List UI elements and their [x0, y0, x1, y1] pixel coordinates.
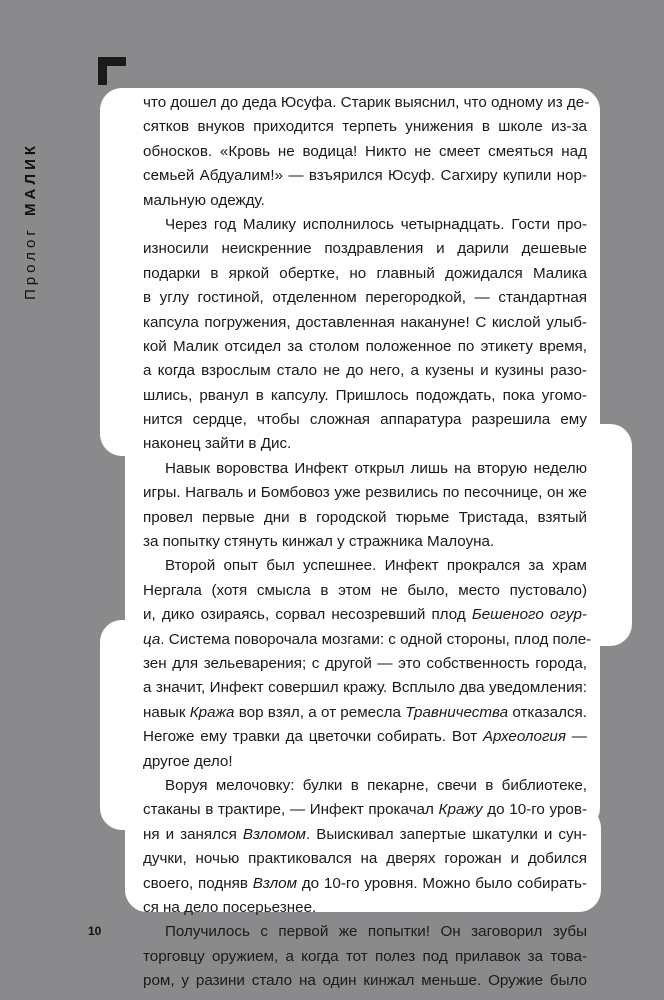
text-line: кой Малик отсидел за столом положенное по этикету время, — [143, 337, 587, 355]
text-line: Негоже ему травки да цветочки собирать. Вот Археология — — [143, 728, 587, 746]
text-line: наконец зайти в Дис. — [143, 435, 292, 453]
page-number: 10 — [88, 924, 102, 938]
text-line: ня и занялся Взломом. Выискивал запертые шкатулки и сун- — [143, 825, 587, 843]
text-line: обносков. «Кровь не водица! Никто не смеет смеяться над — [143, 142, 587, 160]
text-line: Нергала (хотя смысла в этом не было, место пустовало) — [143, 581, 587, 599]
running-header — [22, 141, 42, 300]
text-line: другое дело! — [143, 752, 233, 770]
text-line: зен для зельеварения; с другой — это собственность города, — [143, 654, 587, 672]
character-label: МАЛИК — [22, 141, 39, 216]
text-line: дучки, ночью практиковался на дверях горожан и добился — [143, 850, 587, 868]
text-line: стаканы в трактире, — Инфект прокачал Кражу до 10-го уров- — [143, 801, 587, 819]
text-line: шлись, рванул в капсулу. Пришлось подождать, пока угомо- — [143, 386, 587, 404]
text-line: провел первые дни в городской тюрьме Тристада, взятый — [143, 508, 587, 526]
text-line: сятков внуков приходится терпеть унижения в школе из-за — [143, 118, 587, 136]
text-line: навык Кража вор взял, а от ремесла Травничества отказался. — [143, 703, 587, 721]
text-line: в углу гостиной, отделенном перегородкой, — стандартная — [143, 289, 587, 307]
corner-mark-icon — [98, 57, 126, 85]
text-line: что дошел до деда Юсуфа. Старик выяснил, что одному из де- — [143, 94, 590, 111]
text-line: Воруя мелочовку: булки в пекарне, свечи в библиотеке, — [165, 776, 587, 794]
text-line: капсула погружения, доставленная накануне! С кислой улыб- — [143, 313, 587, 331]
text-line: ся на дело посерьезнее. — [143, 898, 317, 916]
text-line: и, дико озираясь, сорвал несозревший плод Бешеного огур- — [143, 606, 587, 624]
text-line: торговцу оружием, а когда тот полез под прилавок за това- — [143, 947, 587, 965]
text-line: износили неискренние поздравления и дарили дешевые — [143, 240, 587, 258]
chapter-label: Пролог — [22, 226, 39, 300]
text-line: игры. Нагваль и Бомбовоз уже резвились по песочнице, он же — [143, 484, 587, 502]
text-line: своего, подняв Взлом до 10-го уровня. Можно было собирать- — [143, 874, 587, 892]
text-line: Получилось с первой же попытки! Он заговорил зубы — [165, 923, 587, 941]
text-line: семьей Абдуалим!» — взъярился Юсуф. Сагхиру купили нор- — [143, 167, 587, 185]
text-line: а когда взрослым стало не до него, а кузены и кузины разо- — [143, 362, 587, 380]
body-text — [143, 91, 592, 993]
text-line: Через год Малику исполнилось четырнадцать. Гости про- — [165, 215, 587, 233]
text-line: подарки в яркой обертке, но главный дожидался Малика — [143, 264, 587, 282]
text-line: ром, у разини стало на один кинжал меньше. Оружие было — [143, 972, 587, 990]
text-line: ца. Система поворочала мозгами: с одной стороны, плод поле- — [143, 630, 592, 648]
text-line: а значит, Инфект совершил кражу. Всплыло два уведомления: — [143, 679, 587, 697]
text-line: мальную одежду. — [143, 191, 265, 209]
text-line: нится сердце, чтобы сложная аппаратура разрешила ему — [143, 411, 587, 429]
text-line: за попытку стянуть кинжал у стражника Малоуна. — [143, 533, 495, 551]
text-line: Второй опыт был успешнее. Инфект прокрался за храм — [165, 557, 587, 575]
text-line: Навык воровства Инфект открыл лишь на вторую неделю — [165, 459, 587, 477]
